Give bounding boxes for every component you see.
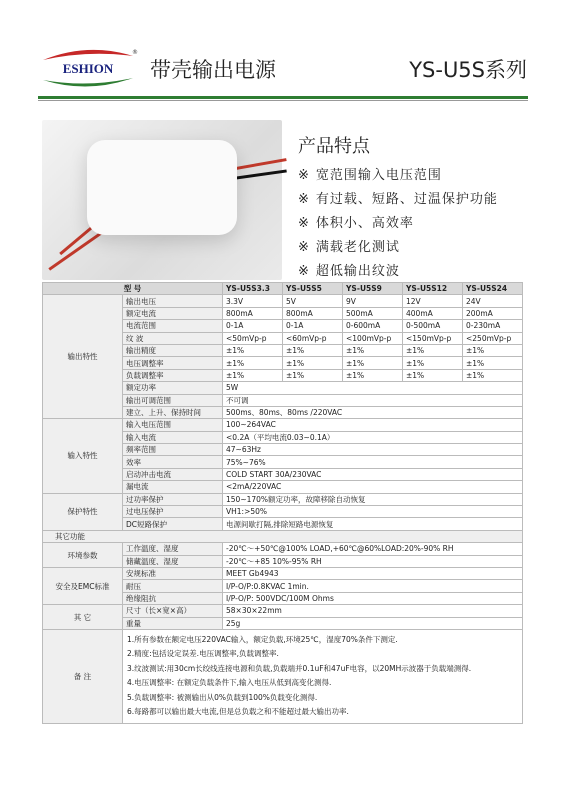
features-section bbox=[298, 132, 498, 284]
table-row: 效率 75%~76% bbox=[43, 456, 523, 468]
table-row: 频率范围 47~63Hz bbox=[43, 444, 523, 456]
table-row: DC短路保护 电源间歇打隔,排除短路电源恢复 bbox=[43, 518, 523, 530]
note-line: 4.电压调整率: 在额定负载条件下,输入电压从低到高变化测得. bbox=[127, 678, 332, 688]
note-line: 6.每路都可以输出最大电流,但是总负载之和不能超过最大输出功率. bbox=[127, 707, 349, 717]
feature-item: ※ 体积小、高效率 bbox=[298, 216, 414, 231]
spec-table bbox=[42, 282, 523, 724]
table-row: 输入特性 输入电压范围 100~264VAC bbox=[43, 419, 523, 431]
eshion-logo bbox=[38, 42, 138, 92]
table-row: 输出精度 ±1% ±1% ±1% ±1% ±1% bbox=[43, 344, 523, 356]
notes-row: 备 注 1.所有参数在额定电压220VAC输入，额定负载,环境25℃，湿度70%条件下测定. 2.精度:包括设定误差.电压调整率,负载调整率. 3.纹波测试:用30cm长绞线连接电源和负载,负载端并0.1uF和47uF电容，以20MH示波器于负载端测得. 4.电压调整率: 在额定负载条件下,输入电压从低到高变化测得. 5.负载调整率: 被测输出从0%负载到100%负载变化测得. 6.每路都可以输出最大电流,但是总负载之和不能超过最大输出功率. bbox=[43, 629, 523, 723]
table-row: 输出特性 输出电压 3.3V 5V 9V 12V 24V bbox=[43, 295, 523, 307]
table-row: 环境参数 工作温度、湿度 -20℃～+50℃@100% LOAD,+60℃@60%LOAD:20%-90% RH bbox=[43, 543, 523, 555]
logo-text: ESHION bbox=[62, 61, 114, 76]
series-name: YS-U5S系列 bbox=[409, 58, 527, 82]
table-row: 保护特性 过功率保护 150~170%额定功率，故障移除自动恢复 bbox=[43, 493, 523, 505]
table-row: 其 它 尺寸（长×宽×高） 58×30×22mm bbox=[43, 605, 523, 617]
table-row: 其它功能 bbox=[43, 530, 523, 542]
table-row: 漏电流 <2mA/220VAC bbox=[43, 481, 523, 493]
table-row: 额定电流 800mA 800mA 500mA 400mA 200mA bbox=[43, 307, 523, 319]
page-title: 带壳输出电源 bbox=[150, 58, 276, 82]
table-row: 启动冲击电流 COLD START 30A/230VAC bbox=[43, 468, 523, 480]
table-row: 负载调整率 ±1% ±1% ±1% ±1% ±1% bbox=[43, 369, 523, 381]
table-row: 输出可调范围 不可调 bbox=[43, 394, 523, 406]
table-row: 安全及EMC标准 安规标准 MEET Gb4943 bbox=[43, 567, 523, 579]
note-line: 3.纹波测试:用30cm长绞线连接电源和负载,负载端并0.1uF和47uF电容，以20MH示波器于负载端测得. bbox=[127, 663, 472, 673]
feature-item: ※ 满载老化测试 bbox=[298, 240, 400, 255]
note-line: 1.所有参数在额定电压220VAC输入，额定负载,环境25℃，湿度70%条件下测定. bbox=[127, 634, 398, 644]
table-row: 建立、上升、保持时间 500ms、80ms、80ms /220VAC bbox=[43, 406, 523, 418]
feature-item: ※ 有过载、短路、过温保护功能 bbox=[298, 192, 498, 207]
table-row: 绝缘阻抗 I/P-O/P: 500VDC/100M Ohms bbox=[43, 592, 523, 604]
table-header-row: 型 号 YS-U5S3.3 YS-U5S5 YS-U5S9 YS-U5S12 YS-U5S24 bbox=[43, 283, 523, 295]
table-row: 电流范围 0-1A 0-1A 0-600mA 0-500mA 0-230mA bbox=[43, 320, 523, 332]
table-row: 过电压保护 VH1:>50% bbox=[43, 506, 523, 518]
table-row: 纹 波 <50mVp-p <60mVp-p <100mVp-p <150mVp-p <250mVp-p bbox=[43, 332, 523, 344]
header-divider bbox=[38, 96, 528, 99]
page-header bbox=[0, 0, 565, 105]
table-row: 重量 25g bbox=[43, 617, 523, 629]
table-row: 耐压 I/P-O/P:0.8KVAC 1min. bbox=[43, 580, 523, 592]
table-row: 储藏温度、湿度 -20℃～+85 10%-95% RH bbox=[43, 555, 523, 567]
features-heading: 产品特点 bbox=[298, 136, 370, 157]
product-photo bbox=[42, 120, 282, 280]
note-line: 5.负载调整率: 被测输出从0%负载到100%负载变化测得. bbox=[127, 692, 318, 702]
svg-text:®: ® bbox=[132, 49, 138, 56]
table-row: 输入电流 <0.2A（平均电流0.03~0.1A） bbox=[43, 431, 523, 443]
table-row: 电压调整率 ±1% ±1% ±1% ±1% ±1% bbox=[43, 357, 523, 369]
table-row: 额定功率 5W bbox=[43, 382, 523, 394]
note-line: 2.精度:包括设定误差.电压调整率,负载调整率. bbox=[127, 649, 279, 659]
feature-item: ※ 超低输出纹波 bbox=[298, 264, 400, 279]
header-divider-thin bbox=[38, 100, 528, 101]
feature-item: ※ 宽范围输入电压范围 bbox=[298, 168, 442, 183]
